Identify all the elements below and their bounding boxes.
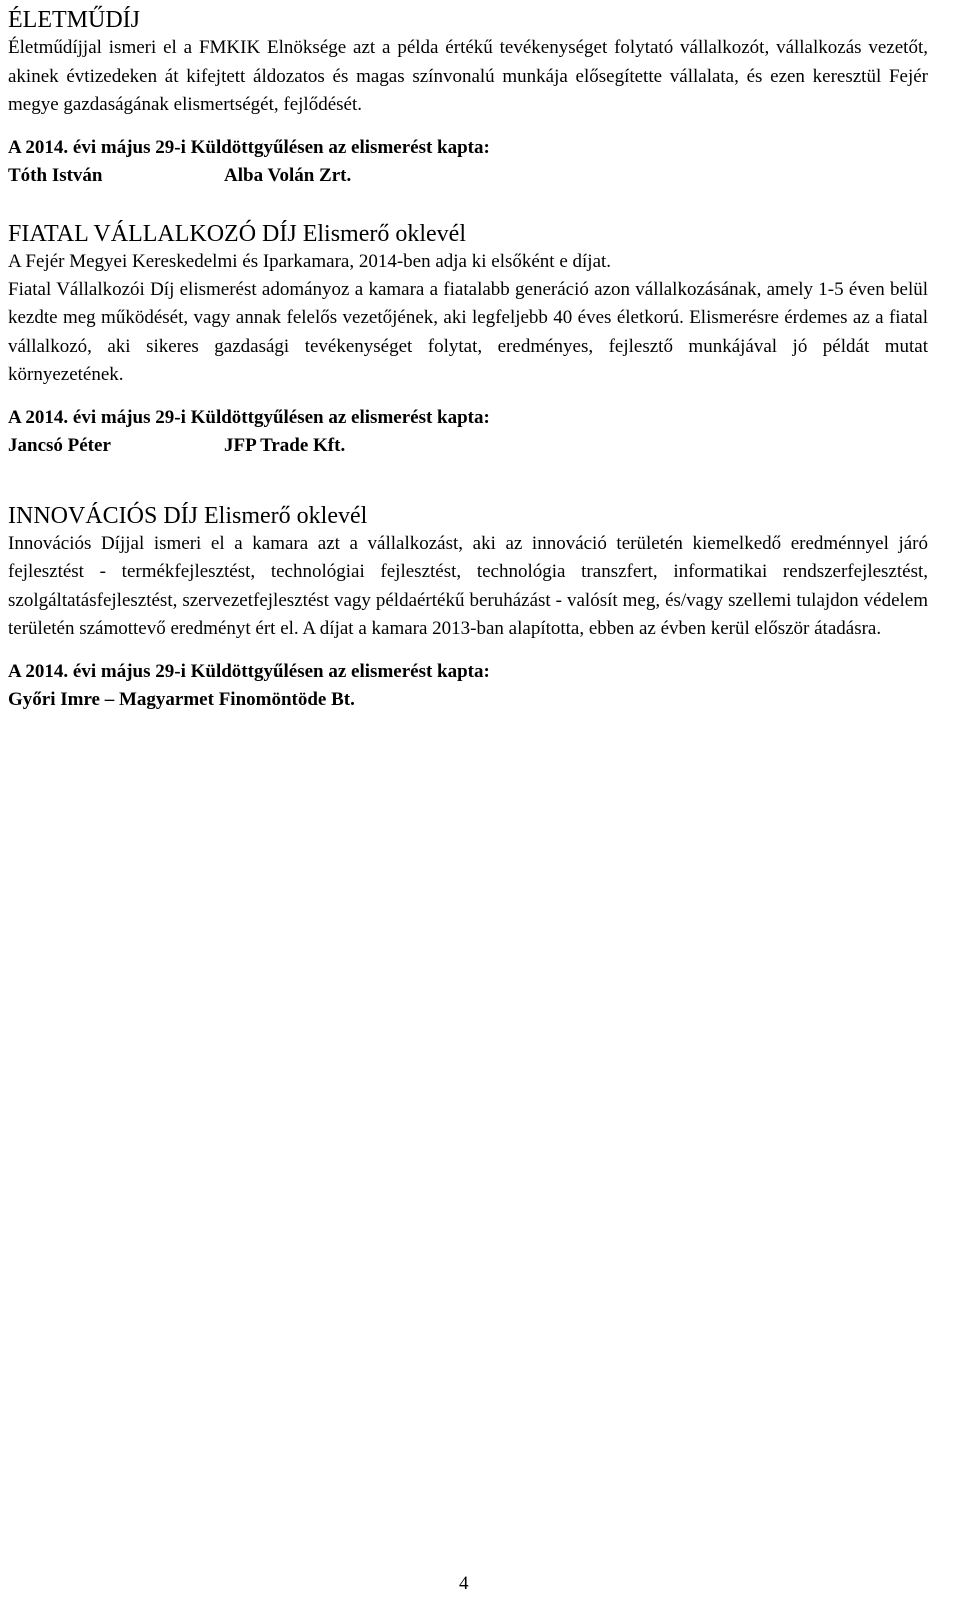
winner-innovacios: Győri Imre – Magyarmet Finomöntöde Bt. [8, 688, 355, 710]
section-body-fiatal-vallalkozo: Fiatal Vállalkozói Díj elismerést adományoz a kamara a fiatalabb generáció azon vállalkozásának, amely 1-5 éven belül kezdte meg működését, vagy annak felelős vezetőjének, aki legfeljebb 40 éves életkorú. Elismerésre érdemes az a fiatal vállalkozó, aki sikeres gazdasági tevékenységet folytat, eredményes, fejlesztő munkájával jó példát mutat környezetének. [8, 278, 928, 385]
section-body-innovacios: Innovációs Díjjal ismeri el a kamara azt a vállalkozást, aki az innováció területén kiemelkedő eredménnyel járó fejlesztést - termékfejlesztést, technológiai fejlesztést, technológia transzfert, informatikai rendszerfejlesztést, szolgáltatásfejlesztést, szervezetfejlesztést vagy példaértékű beruházást - valósít meg, és/vagy szellemi tulajdon védelem területén számottevő eredményt ért el. A díjat a kamara 2013-ban alapította, ebben az évben kerül először átadásra. [8, 532, 928, 639]
winner-eletmudij [8, 162, 928, 190]
section-body-eletmudij: Életműdíjjal ismeri el a FMKIK Elnöksége azt a példa értékű tevékenységet folytató vállalkozót, vállalkozás vezetőt, akinek évtizedeken át kifejtett áldozatos és magas színvonalú munkája elősegítette vállalata, és ezen keresztül Fejér megye gazdaságának elismertségét, fejlődését. [8, 37, 928, 115]
spacer [8, 190, 928, 214]
section-title-innovacios: INNOVÁCIÓS DÍJ Elismerő oklevél [8, 502, 368, 529]
spacer [8, 644, 928, 658]
section-subtitle-fiatal-vallalkozo: A Fejér Megyei Kereskedelmi és Iparkamara, 2014-ben adja ki elsőként e díjat. [8, 250, 612, 272]
winner-name: Jancsó Péter [8, 434, 111, 456]
winner-company: JFP Trade Kft. [224, 434, 346, 456]
spacer [8, 390, 928, 404]
section-title-eletmudij: ÉLETMŰDÍJ [8, 7, 140, 33]
document-page [8, 0, 928, 714]
award-line-fiatal-vallalkozo: A 2014. évi május 29-i Küldöttgyűlésen az elismerést kapta: [8, 406, 490, 428]
section-title-fiatal-vallalkozo: FIATAL VÁLLALKOZÓ DÍJ Elismerő oklevél [8, 220, 467, 247]
page-number: 4 [459, 1573, 469, 1594]
winner-name: Tóth István [8, 164, 103, 186]
winner-company: Alba Volán Zrt. [224, 164, 352, 186]
spacer [8, 120, 928, 134]
winner-fiatal-vallalkozo [8, 432, 928, 460]
award-line-innovacios: A 2014. évi május 29-i Küldöttgyűlésen az elismerést kapta: [8, 660, 490, 682]
award-line-eletmudij: A 2014. évi május 29-i Küldöttgyűlésen az elismerést kapta: [8, 136, 490, 158]
spacer [8, 460, 928, 496]
